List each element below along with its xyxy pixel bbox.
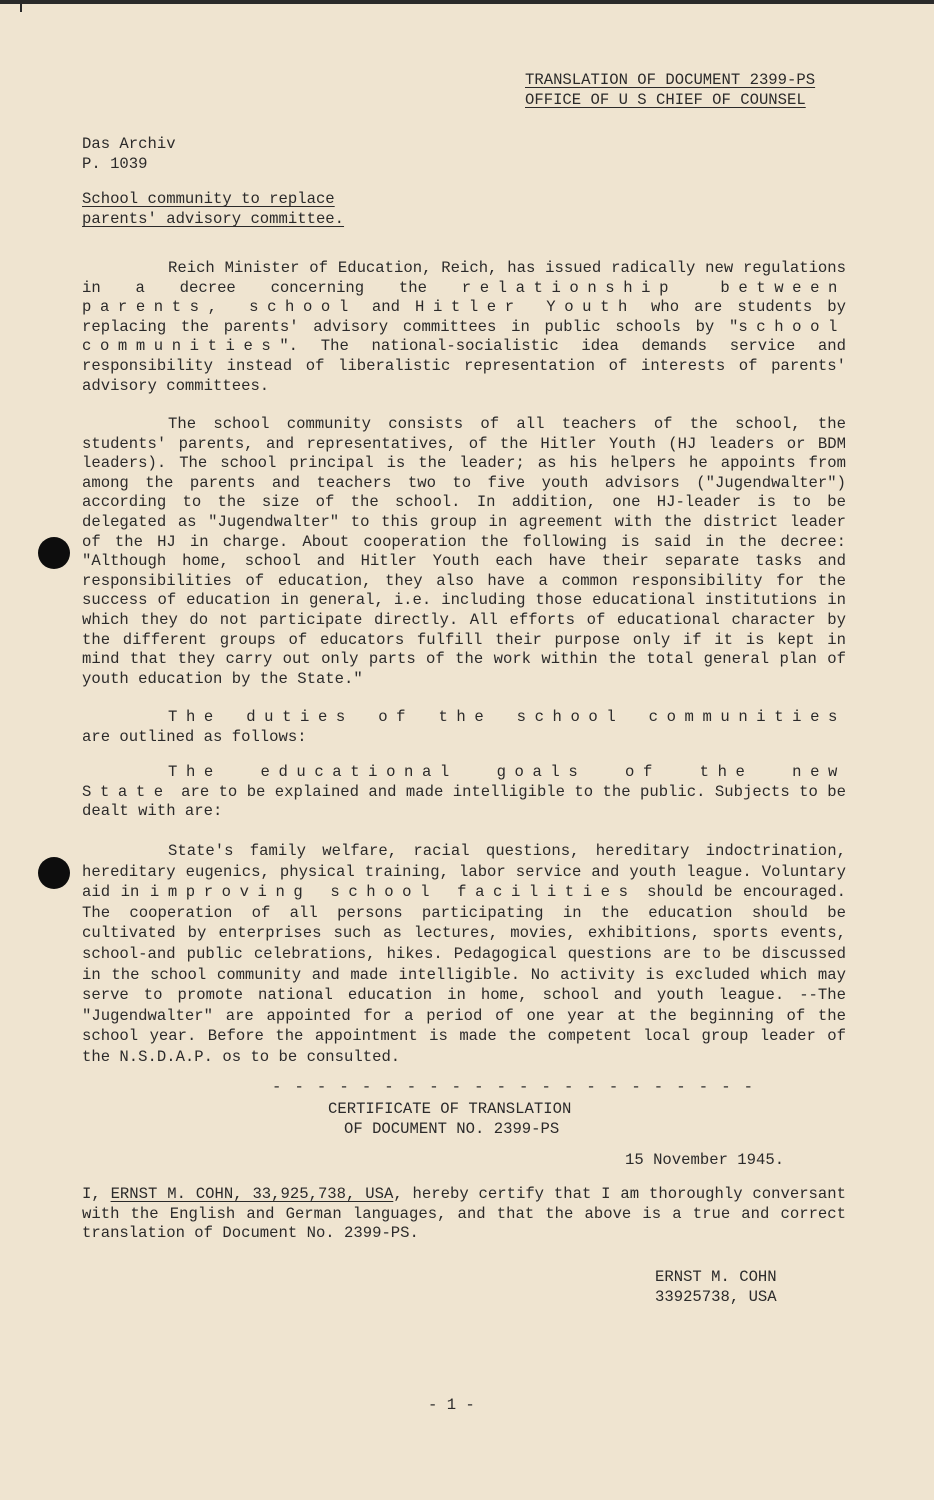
- certificate-text: [82, 1185, 846, 1244]
- cert-text-b: , hereby certify that I am thoroughly conversant with the English and German languages, and that the above is a true and correct translation of Document No. 2399-PS.: [82, 1185, 846, 1243]
- title-line-2: parents' advisory committee.: [82, 210, 345, 228]
- cert-text-a: I,: [82, 1185, 111, 1203]
- p3-text: are outlined as follows:: [82, 727, 307, 746]
- cert-name-serial: ERNST M. COHN, 33,925,738, USA: [110, 1185, 394, 1203]
- p4-text: are to be explained and made intelligible to the public. Subjects to be dealt with are:: [82, 782, 846, 821]
- paragraph-2: The school community consists of all teachers of the school, the students' parents, and representatives, of the Hitler Youth (HJ leaders or BDM leaders). The school principal is the leader; as his helpers he appoints from among the parents and teachers two to five youth advisors ("Jugendwalter") according to the size of the school. In addition, one HJ-leader is to be delegated as "Jugendwalter" to this group in agreement with the district leader of the HJ in charge. About cooperation the following is said in the decree: "Although home, school and Hitler Youth each have their separate tasks and responsibilities of education, they also have a common responsibility for the success of education in general, i.e. including those educational institutions in which they do not participate directly. All efforts of educational character by the different groups of educators fulfill their purpose only if it is kept in mind that they carry out only parts of the work within the total general plan of youth education by the State.": [82, 415, 846, 688]
- certificate-title-2: OF DOCUMENT NO. 2399-PS: [344, 1120, 560, 1138]
- p1-text-a: Reich Minister of Education, Reich, has issued radically new regulations in a decree concerning the: [82, 259, 846, 297]
- source-line-2: P. 1039: [82, 155, 148, 173]
- p1-text-b: and: [356, 298, 415, 317]
- punch-hole-top: [38, 537, 70, 569]
- header-line-2: OFFICE OF U S CHIEF OF COUNSEL: [525, 91, 806, 109]
- p4-spaced: The educational goals of the new State: [82, 763, 846, 801]
- separator-line: - - - - - - - - - - - - - - - - - - - - - -: [272, 1078, 755, 1096]
- p1-spaced-1: relationship between parents, school: [82, 278, 846, 317]
- top-edge-line: [0, 0, 934, 4]
- signature-name: ERNST M. COHN: [655, 1268, 777, 1286]
- page-number: - 1 -: [428, 1396, 475, 1414]
- certificate-date: 15 November 1945.: [625, 1151, 785, 1169]
- p3-spaced: The duties of the school communities: [168, 708, 846, 726]
- punch-hole-bottom: [38, 857, 70, 889]
- p1-spaced-2: Hitler Youth: [415, 298, 636, 317]
- p5-text-a: State's family welfare, racial questions, hereditary indoctrination, hereditary eugenics, physical training, labor service and youth league. Voluntary aid in: [82, 842, 846, 902]
- paragraph-1: [82, 259, 846, 396]
- p1-spaced-3: school communities: [82, 317, 846, 356]
- p1-text-c: who are students by replacing the parents' advisory committees in public schools by ": [82, 298, 846, 336]
- signature-serial: 33925738, USA: [655, 1288, 777, 1306]
- p5-text-b: should be encouraged. The cooperation of all persons participating in the education should be cultivated by enterprises such as lectures, movies, exhibitions, sports events, school-and public celebrations, hikes. Pedagogical questions are to be discussed in the school community and made intelligible. No activity is excluded which may serve to promote national education in home, school and youth league. --The "Jugendwalter" are appointed for a period of one year at the beginning of the school year. Before the appointment is made the competent local group leader of the N.S.D.A.P. os to be consulted.: [82, 883, 846, 1066]
- paragraph-3: [82, 708, 846, 747]
- source-line-1: Das Archiv: [82, 135, 176, 153]
- header-line-1: TRANSLATION OF DOCUMENT 2399-PS: [525, 71, 816, 89]
- paragraph-4: [82, 763, 846, 822]
- p5-spaced: improving school facilities: [149, 883, 637, 902]
- p1-text-d: ". The national-socialistic idea demands service and responsibility instead of liberalistic representation of interests of parents' advisory committees.: [82, 337, 846, 395]
- title-line-1: School community to replace: [82, 190, 335, 208]
- paragraph-5: [82, 841, 846, 1068]
- corner-mark: [20, 0, 22, 12]
- certificate-title-1: CERTIFICATE OF TRANSLATION: [328, 1100, 572, 1118]
